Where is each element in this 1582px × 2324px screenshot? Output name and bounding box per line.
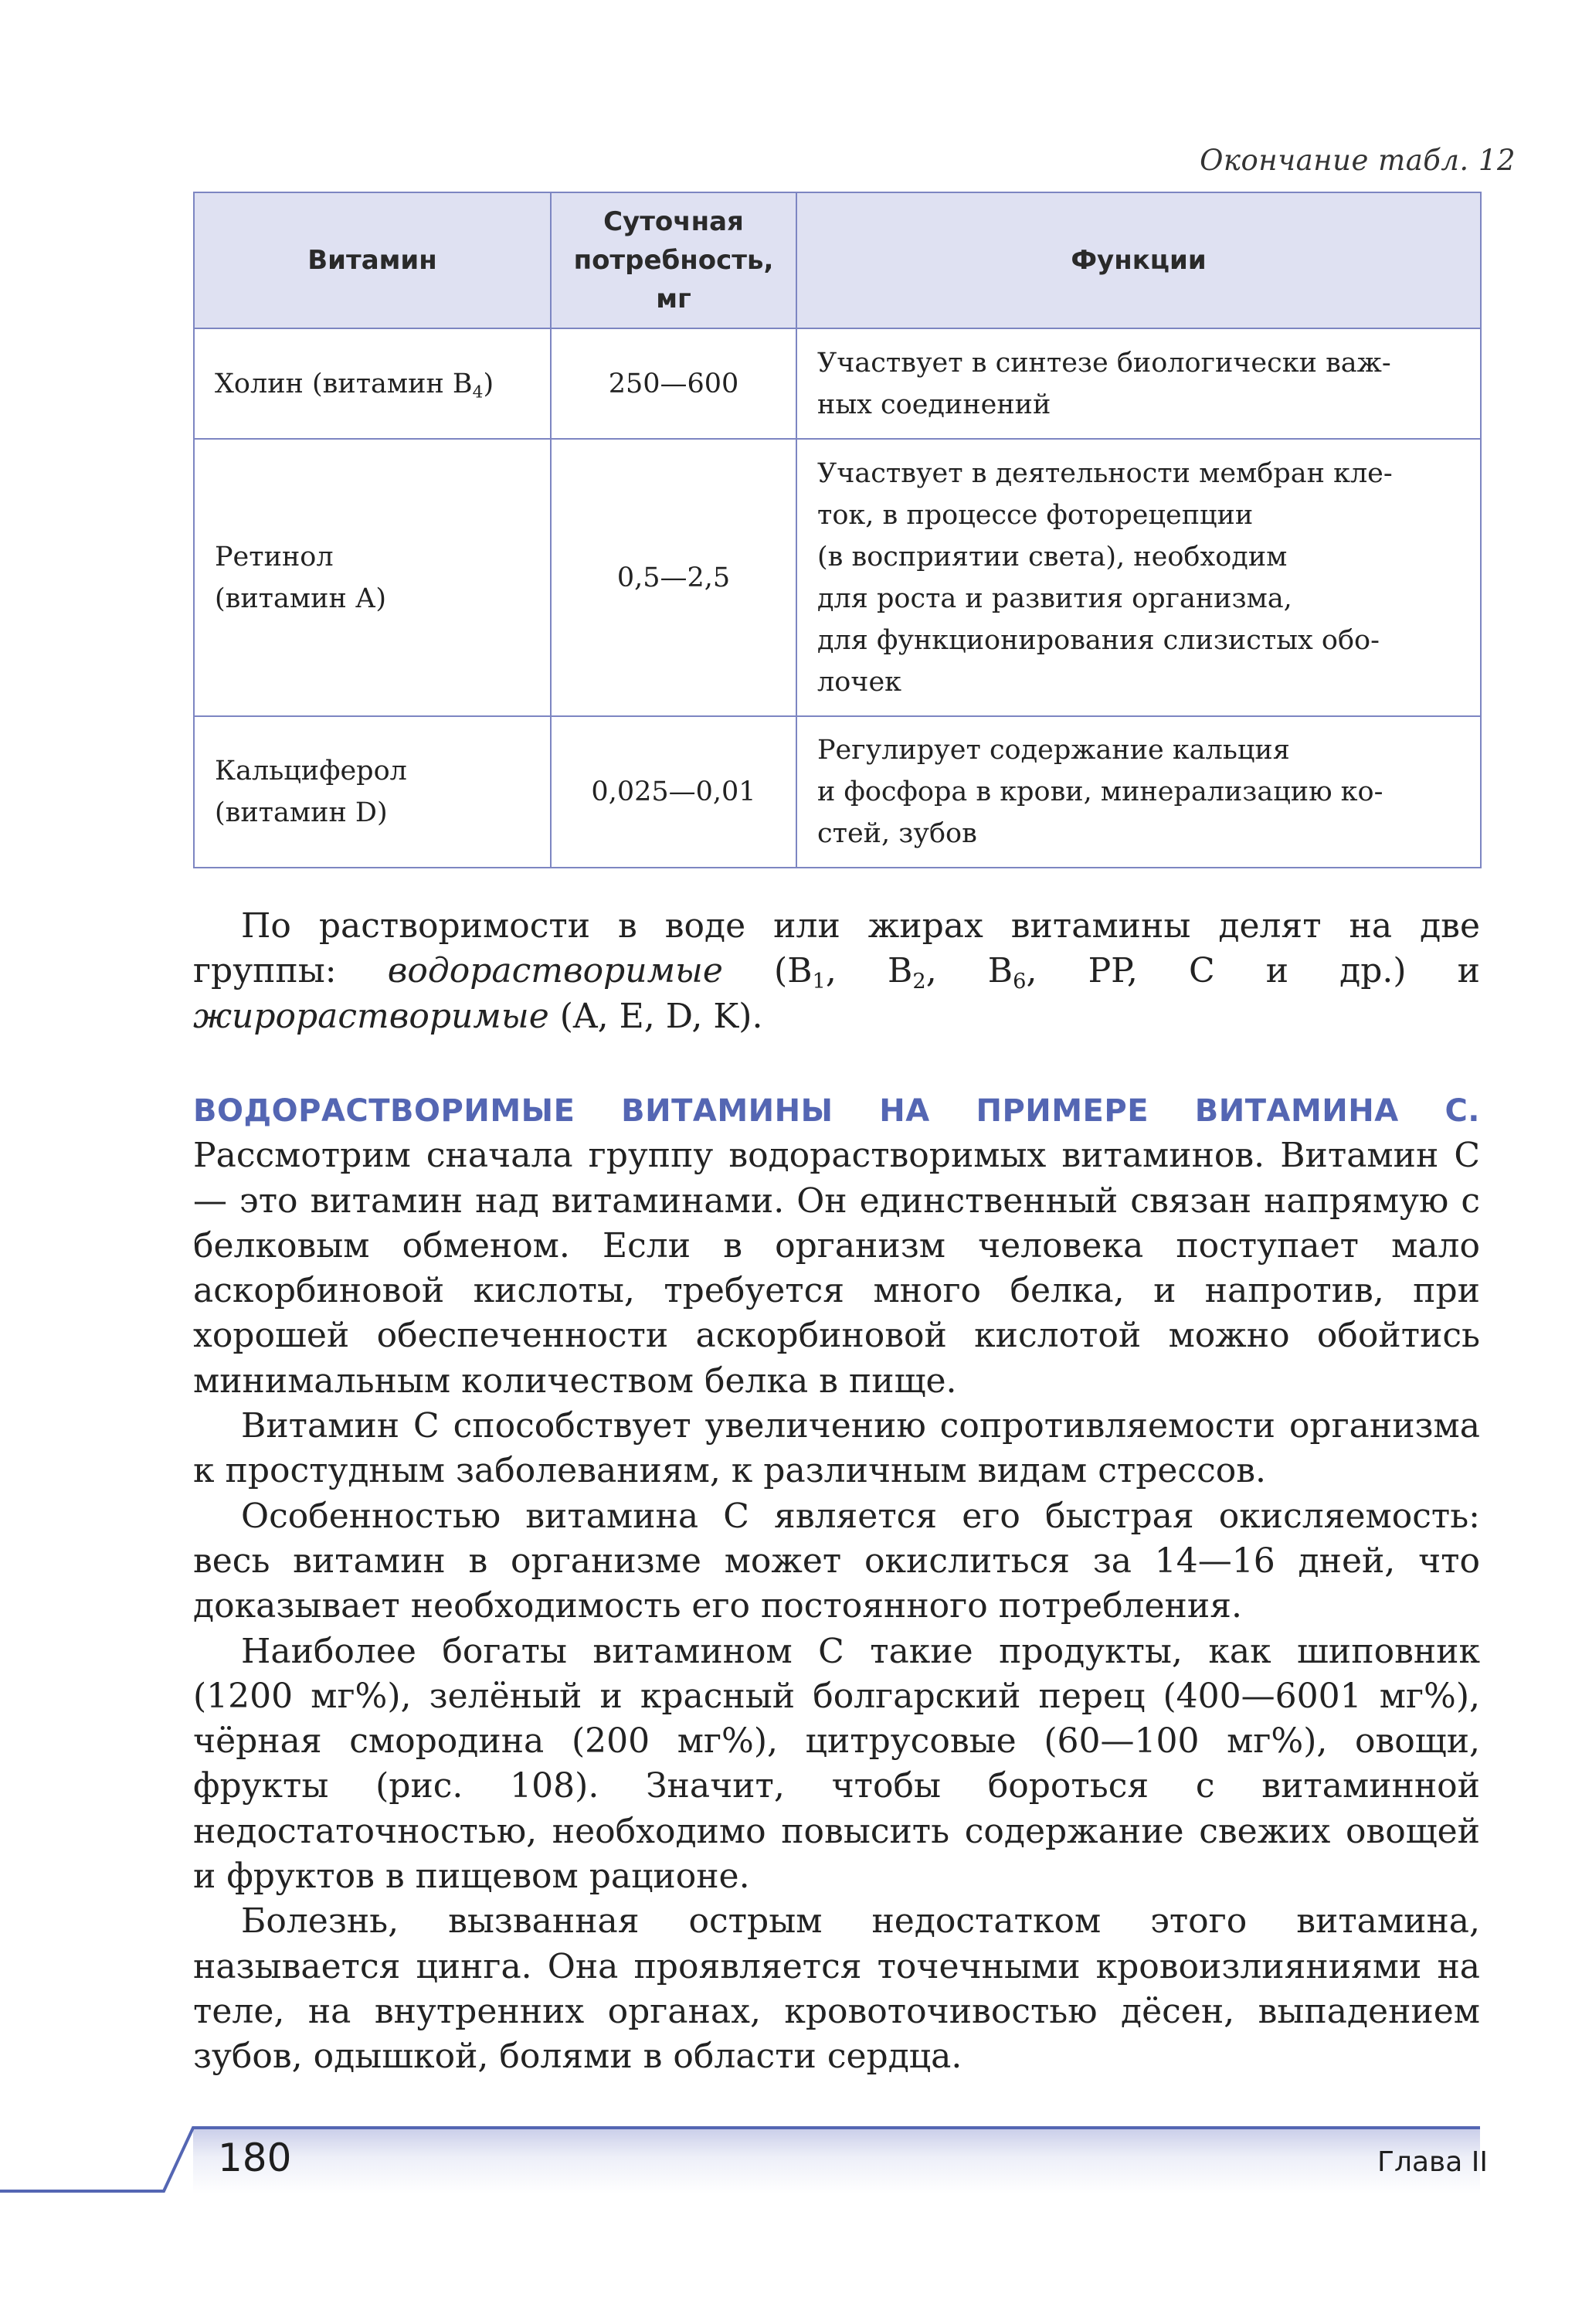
cell-daily: 250—600 (551, 328, 796, 439)
vitamin-groups-paragraph: По растворимости в воде или жирах витамины делят на две группы: водорастворимые ($B_1$, $B_2$, $B_6$, PP, C и др.) и жирорастворимые (A, E, D, K). (193, 906, 1481, 1036)
header-daily-requirement: Суточная потребность, мг (551, 192, 796, 328)
cell-functions: Регулирует содержание кальция и фосфора в крови, минерализацию ко- стей, зубов (796, 716, 1481, 868)
header-functions: Функции (796, 192, 1481, 328)
section-heading: ВОДОРАСТВОРИМЫЕ ВИТАМИНЫ НА ПРИМЕРЕ ВИТАМИНА С. (193, 1093, 1480, 1129)
table-row (194, 328, 1481, 439)
header-vitamin: Витамин (194, 192, 551, 328)
cell-daily: 0,025—0,01 (551, 716, 796, 868)
cell-functions: Участвует в синтезе биологически важ- ных соединений (796, 328, 1481, 439)
water-soluble-term: водорастворимые (387, 951, 723, 991)
cell-functions: Участвует в деятельности мембран кле- ток, в процессе фоторецепции (в восприятии света), необходим для роста и развития организма, для функционирования слизистых обо- лочек (796, 439, 1481, 716)
table-header-row (194, 192, 1481, 328)
section-paragraph: Витамин С способствует увеличению сопротивляемости организма к простудным заболеваниям, к различным видам стрессов. (193, 1406, 1480, 1491)
cell-daily: 0,5—2,5 (551, 439, 796, 716)
cell-vitamin: Холин (витамин $B_4$) (194, 328, 551, 439)
vitamin-table (193, 192, 1482, 868)
fat-soluble-term: жирорастворимые (193, 996, 549, 1036)
section-paragraph: Особенностью витамина С является его быстрая окисляемость: весь витамин в организме может окислиться за 14—16 дней, что доказывает необходимость его постоянного потребления. (193, 1496, 1480, 1626)
section-paragraph: ВОДОРАСТВОРИМЫЕ ВИТАМИНЫ НА ПРИМЕРЕ ВИТАМИНА С. Рассмотрим сначала группу водорастворимых витаминов. Витамин С — это витамин над витаминами. Он единственный связан напрямую с белковым обменом. Если в организм человека поступает мало аскорбиновой кислоты, требуется много белка, и напротив, при хорошей обеспеченности аскорбиновой кислотой можно обойтись минимальным количеством белка в пище. (193, 1093, 1480, 1401)
cell-vitamin: Кальциферол (витамин D) (194, 716, 551, 868)
page-number: 180 (218, 2135, 292, 2180)
table-caption: Окончание табл. 12 (1200, 144, 1516, 177)
cell-vitamin: Ретинол (витамин А) (194, 439, 551, 716)
table-row (194, 439, 1481, 716)
section-paragraph: Наиболее богаты витамином С такие продукты, как шиповник (1200 мг%), зелёный и красный болгарский перец (400—6001 мг%), чёрная смородина (200 мг%), цитрусовые (60—100 мг%), овощи, фрукты (рис. 108). Значит, чтобы бороться с витаминной недостаточностью, необходимо повысить содержание свежих овощей и фруктов в пищевом рационе. (193, 1631, 1480, 1897)
table-row (194, 716, 1481, 868)
vitamin-c-section (193, 1088, 1480, 2080)
chapter-label: Глава II (1377, 2146, 1488, 2178)
section-paragraph: Болезнь, вызванная острым недостатком этого витамина, называется цинга. Она проявляется точечными кровоизлияниями на теле, на внутренних органах, кровоточивостью дёсен, выпадением зубов, одышкой, болями в области сердца. (193, 1901, 1480, 2077)
